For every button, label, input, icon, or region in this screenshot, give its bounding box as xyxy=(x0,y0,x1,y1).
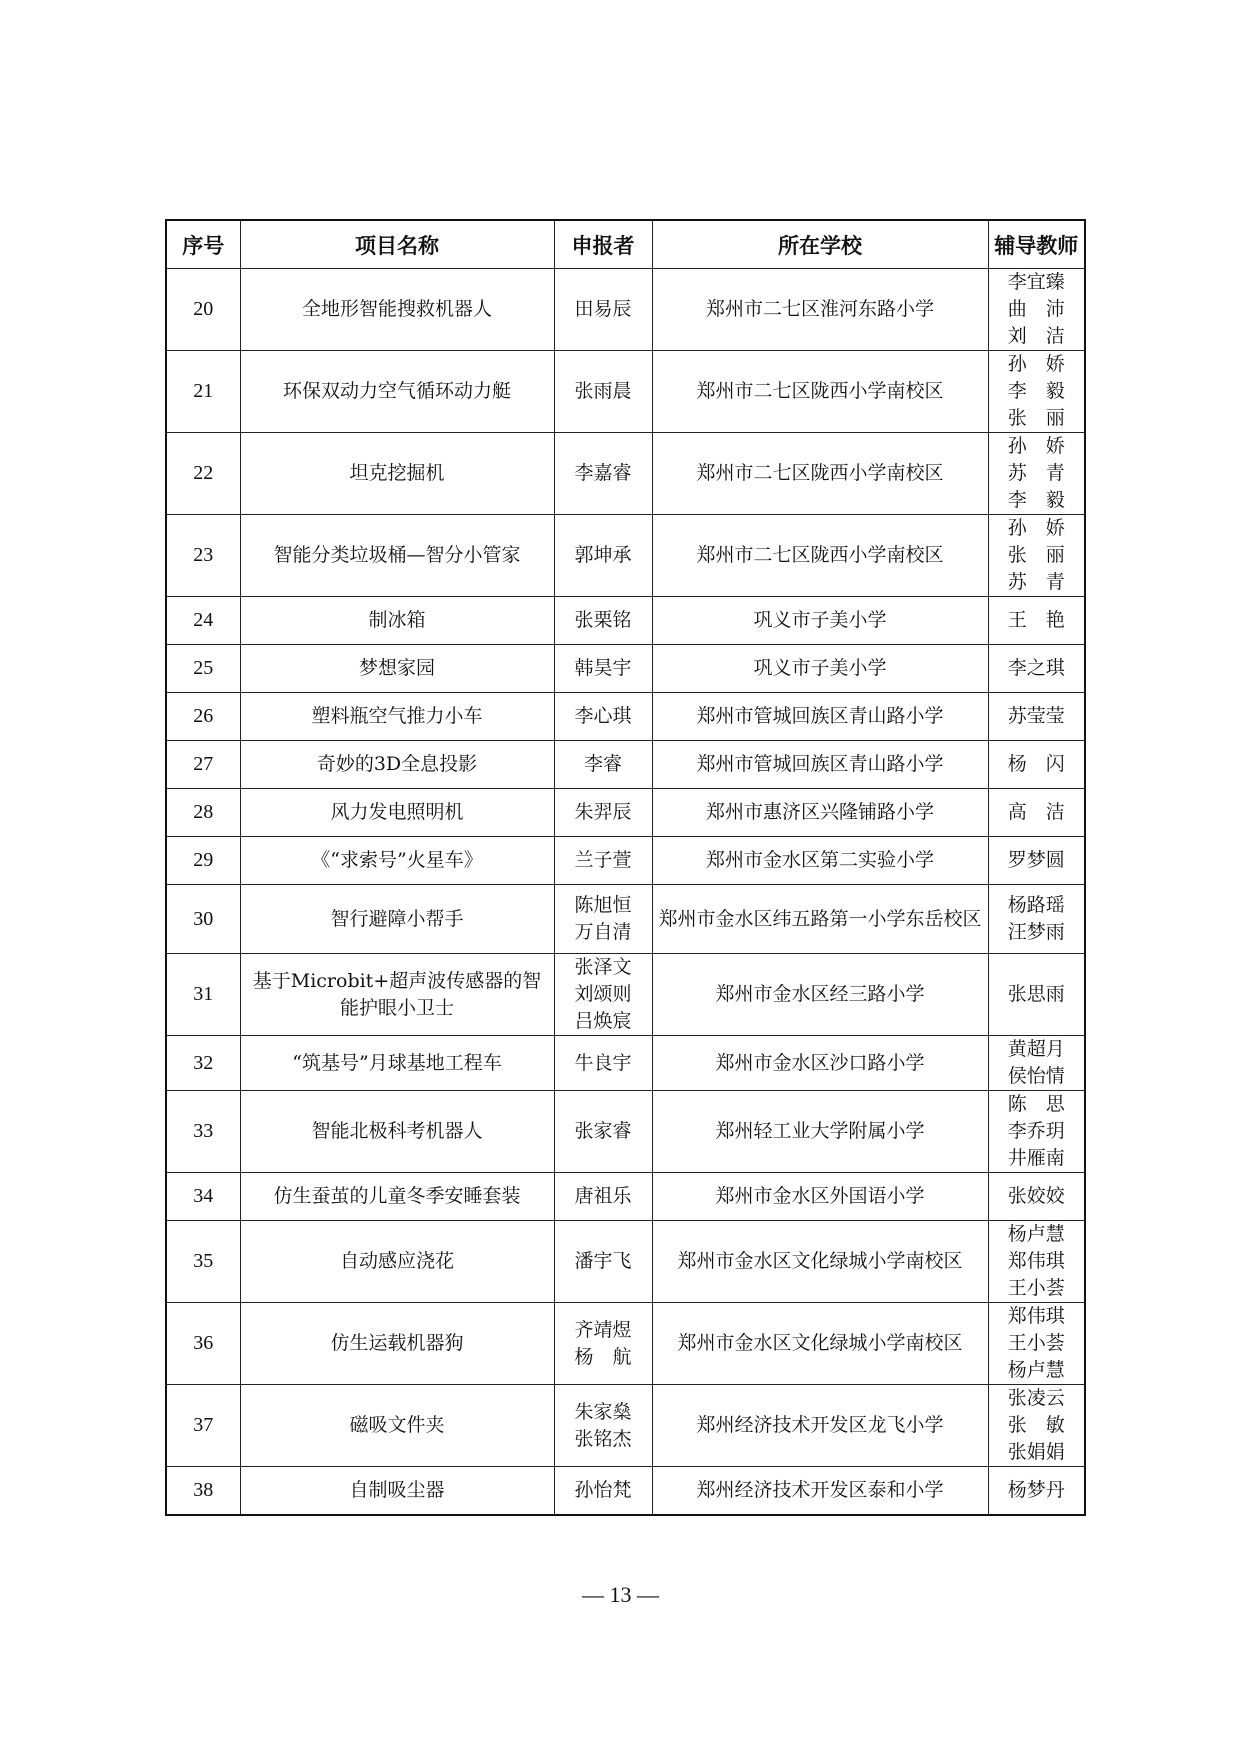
cell-applicant: 张家睿 xyxy=(554,1091,652,1173)
cell-school: 郑州市金水区经三路小学 xyxy=(652,954,988,1036)
cell-no: 30 xyxy=(166,885,240,954)
cell-applicant: 潘宇飞 xyxy=(554,1221,652,1303)
cell-applicant: 李睿 xyxy=(554,741,652,789)
cell-school: 郑州市管城回族区青山路小学 xyxy=(652,741,988,789)
header-applicant: 申报者 xyxy=(554,220,652,269)
table-row xyxy=(166,1303,1085,1385)
cell-applicant: 张泽文 刘颂则 吕焕宸 xyxy=(554,954,652,1036)
cell-teachers: 杨梦丹 xyxy=(988,1467,1085,1515)
table-row xyxy=(166,269,1085,351)
cell-no: 23 xyxy=(166,515,240,597)
cell-no: 27 xyxy=(166,741,240,789)
cell-applicant: 朱羿辰 xyxy=(554,789,652,837)
cell-teachers: 孙 娇 苏 青 李 毅 xyxy=(988,433,1085,515)
cell-applicant: 张雨晨 xyxy=(554,351,652,433)
table-row xyxy=(166,433,1085,515)
cell-school: 巩义市子美小学 xyxy=(652,597,988,645)
cell-no: 33 xyxy=(166,1091,240,1173)
cell-school: 巩义市子美小学 xyxy=(652,645,988,693)
cell-applicant: 孙怡梵 xyxy=(554,1467,652,1515)
cell-project: 自动感应浇花 xyxy=(240,1221,554,1303)
cell-project: 自制吸尘器 xyxy=(240,1467,554,1515)
cell-no: 22 xyxy=(166,433,240,515)
award-table xyxy=(165,219,1086,1516)
cell-teachers: 杨路瑶 汪梦雨 xyxy=(988,885,1085,954)
cell-applicant: 韩昊宇 xyxy=(554,645,652,693)
award-table-container xyxy=(165,219,1084,1516)
cell-school: 郑州市二七区陇西小学南校区 xyxy=(652,433,988,515)
cell-no: 21 xyxy=(166,351,240,433)
cell-no: 32 xyxy=(166,1036,240,1091)
table-row xyxy=(166,789,1085,837)
cell-project: 磁吸文件夹 xyxy=(240,1385,554,1467)
cell-teachers: 李宜臻 曲 沛 刘 洁 xyxy=(988,269,1085,351)
cell-school: 郑州经济技术开发区龙飞小学 xyxy=(652,1385,988,1467)
table-row xyxy=(166,741,1085,789)
cell-school: 郑州市二七区陇西小学南校区 xyxy=(652,351,988,433)
cell-teachers: 王 艳 xyxy=(988,597,1085,645)
cell-project: 梦想家园 xyxy=(240,645,554,693)
cell-applicant: 张栗铭 xyxy=(554,597,652,645)
table-row xyxy=(166,597,1085,645)
table-row xyxy=(166,1173,1085,1221)
cell-applicant: 牛良宇 xyxy=(554,1036,652,1091)
cell-project: “筑基号”月球基地工程车 xyxy=(240,1036,554,1091)
cell-applicant: 陈旭恒 万自清 xyxy=(554,885,652,954)
cell-teachers: 李之琪 xyxy=(988,645,1085,693)
cell-school: 郑州市金水区文化绿城小学南校区 xyxy=(652,1221,988,1303)
cell-project: 智能分类垃圾桶—智分小管家 xyxy=(240,515,554,597)
cell-applicant: 田易辰 xyxy=(554,269,652,351)
cell-teachers: 张思雨 xyxy=(988,954,1085,1036)
cell-no: 26 xyxy=(166,693,240,741)
cell-school: 郑州市管城回族区青山路小学 xyxy=(652,693,988,741)
cell-school: 郑州市金水区文化绿城小学南校区 xyxy=(652,1303,988,1385)
cell-school: 郑州市惠济区兴隆铺路小学 xyxy=(652,789,988,837)
table-row xyxy=(166,1036,1085,1091)
table-header-row xyxy=(166,220,1085,269)
cell-project: 全地形智能搜救机器人 xyxy=(240,269,554,351)
table-row xyxy=(166,351,1085,433)
cell-no: 31 xyxy=(166,954,240,1036)
cell-project: 塑料瓶空气推力小车 xyxy=(240,693,554,741)
cell-school: 郑州市金水区外国语小学 xyxy=(652,1173,988,1221)
table-row xyxy=(166,515,1085,597)
table-row xyxy=(166,1091,1085,1173)
page-number: — 13 — xyxy=(582,1582,659,1607)
cell-teachers: 孙 娇 张 丽 苏 青 xyxy=(988,515,1085,597)
table-row xyxy=(166,885,1085,954)
cell-teachers: 苏莹莹 xyxy=(988,693,1085,741)
table-row xyxy=(166,693,1085,741)
cell-project: 风力发电照明机 xyxy=(240,789,554,837)
cell-school: 郑州市金水区沙口路小学 xyxy=(652,1036,988,1091)
table-row xyxy=(166,1221,1085,1303)
cell-no: 24 xyxy=(166,597,240,645)
cell-applicant: 郭坤承 xyxy=(554,515,652,597)
cell-project: 奇妙的3D全息投影 xyxy=(240,741,554,789)
cell-no: 29 xyxy=(166,837,240,885)
cell-project: 仿生运载机器狗 xyxy=(240,1303,554,1385)
cell-school: 郑州市二七区淮河东路小学 xyxy=(652,269,988,351)
header-school: 所在学校 xyxy=(652,220,988,269)
cell-no: 35 xyxy=(166,1221,240,1303)
cell-applicant: 唐祖乐 xyxy=(554,1173,652,1221)
cell-applicant: 齐靖煜 杨 航 xyxy=(554,1303,652,1385)
table-row xyxy=(166,1385,1085,1467)
cell-project: 智行避障小帮手 xyxy=(240,885,554,954)
cell-school: 郑州经济技术开发区泰和小学 xyxy=(652,1467,988,1515)
cell-no: 25 xyxy=(166,645,240,693)
cell-no: 37 xyxy=(166,1385,240,1467)
cell-school: 郑州市金水区第二实验小学 xyxy=(652,837,988,885)
cell-teachers: 张姣姣 xyxy=(988,1173,1085,1221)
cell-applicant: 李心琪 xyxy=(554,693,652,741)
header-project: 项目名称 xyxy=(240,220,554,269)
cell-applicant: 兰子萱 xyxy=(554,837,652,885)
cell-teachers: 张凌云 张 敏 张娟娟 xyxy=(988,1385,1085,1467)
cell-teachers: 杨卢慧 郑伟琪 王小荟 xyxy=(988,1221,1085,1303)
cell-applicant: 李嘉睿 xyxy=(554,433,652,515)
cell-applicant: 朱家燊 张铭杰 xyxy=(554,1385,652,1467)
cell-school: 郑州市二七区陇西小学南校区 xyxy=(652,515,988,597)
cell-project: 仿生蚕茧的儿童冬季安睡套装 xyxy=(240,1173,554,1221)
table-body xyxy=(166,269,1085,1515)
cell-project: 《“求索号”火星车》 xyxy=(240,837,554,885)
cell-teachers: 黄超月 侯怡情 xyxy=(988,1036,1085,1091)
header-no: 序号 xyxy=(166,220,240,269)
cell-no: 28 xyxy=(166,789,240,837)
cell-teachers: 杨 闪 xyxy=(988,741,1085,789)
cell-teachers: 高 洁 xyxy=(988,789,1085,837)
cell-teachers: 陈 思 李乔玥 井雁南 xyxy=(988,1091,1085,1173)
cell-no: 34 xyxy=(166,1173,240,1221)
cell-teachers: 郑伟琪 王小荟 杨卢慧 xyxy=(988,1303,1085,1385)
cell-project: 智能北极科考机器人 xyxy=(240,1091,554,1173)
cell-no: 38 xyxy=(166,1467,240,1515)
cell-project: 基于Microbit+超声波传感器的智能护眼小卫士 xyxy=(240,954,554,1036)
cell-teachers: 罗梦圆 xyxy=(988,837,1085,885)
cell-project: 制冰箱 xyxy=(240,597,554,645)
table-row xyxy=(166,1467,1085,1515)
table-row xyxy=(166,645,1085,693)
cell-project: 坦克挖掘机 xyxy=(240,433,554,515)
header-teachers: 辅导教师 xyxy=(988,220,1085,269)
cell-project: 环保双动力空气循环动力艇 xyxy=(240,351,554,433)
table-row xyxy=(166,954,1085,1036)
cell-school: 郑州市金水区纬五路第一小学东岳校区 xyxy=(652,885,988,954)
cell-school: 郑州轻工业大学附属小学 xyxy=(652,1091,988,1173)
cell-no: 36 xyxy=(166,1303,240,1385)
cell-teachers: 孙 娇 李 毅 张 丽 xyxy=(988,351,1085,433)
table-row xyxy=(166,837,1085,885)
cell-no: 20 xyxy=(166,269,240,351)
